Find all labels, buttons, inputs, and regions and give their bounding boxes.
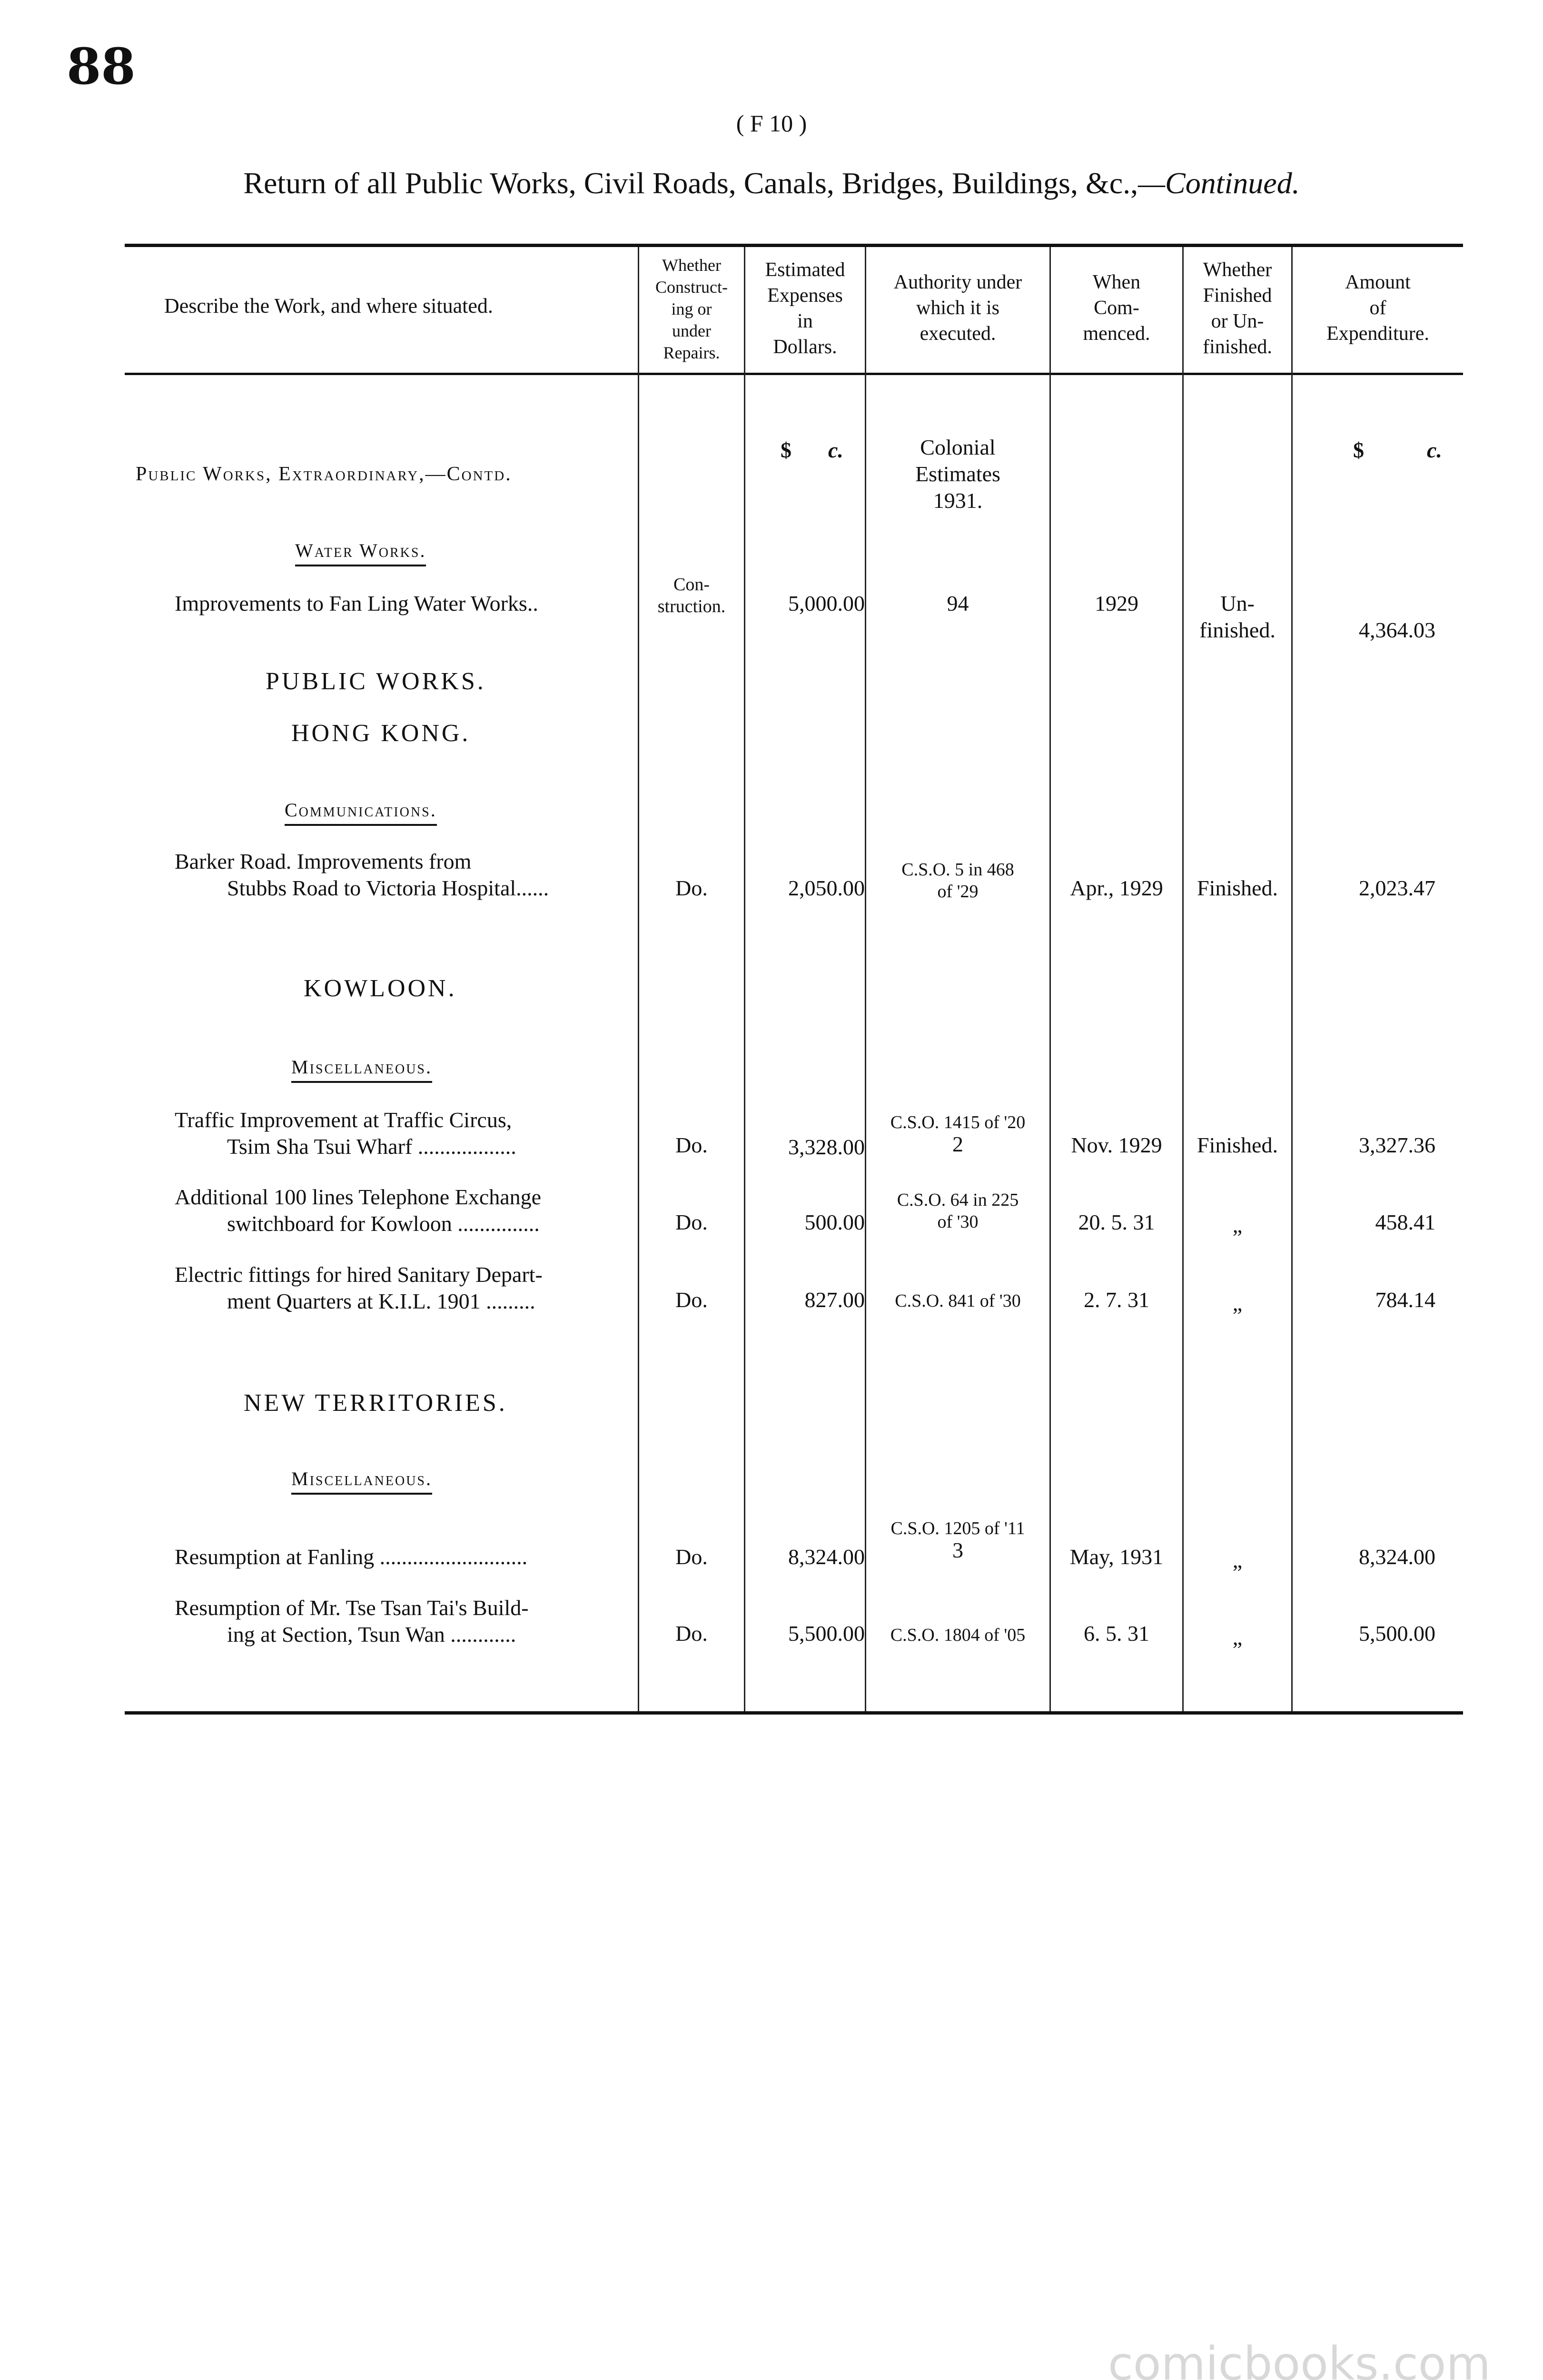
row-estimate: 827.00 xyxy=(804,1288,865,1312)
finished-line: Un- xyxy=(1220,591,1255,615)
section-water-works: Water Works. xyxy=(295,539,426,566)
row-description xyxy=(175,1544,636,1570)
section-public-works: PUBLIC WORKS. xyxy=(266,668,486,695)
authority-line: 2 xyxy=(952,1132,963,1156)
row-authority: C.S.O. 1804 of '05 xyxy=(890,1625,1026,1645)
description-line: ment Quarters at K.I.L. 1901 ......... xyxy=(227,1289,535,1313)
row-description xyxy=(175,848,636,902)
authority-line: C.S.O. 1415 of '20 xyxy=(890,1112,1026,1132)
header-line: ing or xyxy=(671,299,712,318)
title-continued: —Continued. xyxy=(1138,166,1300,200)
authority-line: Estimates xyxy=(915,462,1000,486)
authority-line: of '29 xyxy=(937,882,979,902)
section-miscellaneous: Miscellaneous. xyxy=(291,1468,432,1495)
description-line: switchboard for Kowloon ............... xyxy=(227,1211,540,1236)
row-finished: „ xyxy=(1232,1291,1243,1315)
row-status: Do. xyxy=(675,876,708,900)
section-hong-kong: HONG KONG. xyxy=(291,720,471,747)
row-estimate: 8,324.00 xyxy=(788,1545,865,1569)
authority-line: 3 xyxy=(952,1538,963,1562)
row-status: Do. xyxy=(675,1621,708,1646)
header-line: Repairs. xyxy=(663,343,720,362)
row-authority xyxy=(866,1517,1049,1561)
row-amount: 2,023.47 xyxy=(1359,876,1435,900)
column-divider xyxy=(1049,247,1051,1711)
amount-dollar-sign: $ xyxy=(1353,438,1364,462)
row-finished xyxy=(1184,590,1291,644)
row-estimate: 5,000.00 xyxy=(788,591,865,615)
authority-line: 1931. xyxy=(933,488,983,513)
header-bottom-rule xyxy=(125,373,1463,375)
row-estimate: 3,328.00 xyxy=(788,1135,865,1159)
header-line: finished. xyxy=(1203,336,1272,358)
estimate-dollar-sign: $ xyxy=(781,438,791,462)
section-new-territories: NEW TERRITORIES. xyxy=(244,1389,507,1417)
authority-line: C.S.O. 5 in 468 xyxy=(901,860,1014,880)
group-heading: Public Works, Extraordinary,—Contd. xyxy=(136,463,512,485)
row-amount: 5,500.00 xyxy=(1359,1621,1435,1646)
row-authority: C.S.O. 841 of '30 xyxy=(895,1291,1021,1311)
authority-line: of '30 xyxy=(937,1212,979,1232)
description-line: Electric fittings for hired Sanitary Depart- xyxy=(175,1262,543,1287)
header-whether-constructing xyxy=(639,254,744,364)
row-amount: 784.14 xyxy=(1375,1288,1435,1312)
header-estimated-expenses xyxy=(745,257,865,360)
estimate-cents-sign: c. xyxy=(828,438,843,462)
row-finished: „ xyxy=(1232,1625,1243,1649)
row-authority xyxy=(866,1189,1049,1233)
row-authority xyxy=(866,859,1049,902)
section-communications: Communications. xyxy=(285,799,437,826)
authority-line: Colonial xyxy=(920,435,996,459)
row-estimate: 500.00 xyxy=(804,1210,865,1234)
row-description xyxy=(175,1184,636,1237)
column-divider xyxy=(1291,247,1293,1711)
header-when-commenced xyxy=(1051,269,1182,347)
row-when: Apr., 1929 xyxy=(1070,876,1163,900)
header-line: or Un- xyxy=(1211,310,1264,332)
header-line: Expenses xyxy=(767,285,843,307)
row-when: 1929 xyxy=(1095,591,1138,615)
header-line: When xyxy=(1092,271,1141,293)
authority-colonial-estimates xyxy=(866,434,1049,514)
header-finished xyxy=(1184,257,1291,360)
header-description: Describe the Work, and where situated. xyxy=(164,294,493,317)
document-title xyxy=(0,166,1543,201)
header-line: under xyxy=(672,321,711,340)
row-status xyxy=(639,574,744,617)
authority-line: C.S.O. 64 in 225 xyxy=(897,1190,1019,1210)
description-line: Tsim Sha Tsui Wharf .................. xyxy=(227,1134,516,1159)
row-when: May, 1931 xyxy=(1069,1545,1164,1569)
description-line: Resumption at Fanling ........................... xyxy=(175,1545,528,1569)
table-bottom-rule xyxy=(125,1711,1463,1715)
row-status: Do. xyxy=(675,1133,708,1157)
row-amount: 8,324.00 xyxy=(1359,1545,1435,1569)
row-when: 20. 5. 31 xyxy=(1078,1210,1155,1234)
column-divider xyxy=(1182,247,1184,1711)
row-status: Do. xyxy=(675,1210,708,1234)
header-line: Estimated xyxy=(765,259,845,281)
row-description xyxy=(175,1261,636,1315)
row-estimate: 2,050.00 xyxy=(788,876,865,900)
header-line: which it is xyxy=(916,297,999,319)
row-description xyxy=(175,1595,636,1648)
description-line: ing at Section, Tsun Wan ............ xyxy=(227,1622,516,1646)
header-line: Finished xyxy=(1203,285,1272,307)
row-finished: „ xyxy=(1232,1548,1243,1572)
row-status: Do. xyxy=(675,1545,708,1569)
header-line: Whether xyxy=(1203,259,1272,281)
section-miscellaneous: Miscellaneous. xyxy=(291,1056,432,1083)
row-when: 6. 5. 31 xyxy=(1084,1621,1149,1646)
header-line: Amount xyxy=(1345,271,1411,293)
section-kowloon: KOWLOON. xyxy=(304,975,457,1002)
row-status: Do. xyxy=(675,1288,708,1312)
row-amount: 3,327.36 xyxy=(1359,1133,1435,1157)
row-description xyxy=(175,590,636,617)
row-finished: Finished. xyxy=(1197,1133,1278,1157)
header-amount xyxy=(1293,269,1463,347)
watermark: comicbooks.com xyxy=(1108,2337,1491,2380)
row-description xyxy=(175,1107,636,1160)
column-divider xyxy=(744,247,745,1711)
header-line: Whether xyxy=(662,256,721,275)
amount-cents-sign: c. xyxy=(1427,438,1442,462)
description-line: Improvements to Fan Ling Water Works.. xyxy=(175,591,538,615)
row-when: Nov. 1929 xyxy=(1071,1133,1162,1157)
row-finished: „ xyxy=(1232,1213,1243,1237)
header-line: menced. xyxy=(1083,323,1150,345)
row-authority: 94 xyxy=(947,591,969,615)
column-divider xyxy=(638,247,639,1711)
header-line: in xyxy=(797,310,813,332)
header-line: Construct- xyxy=(655,278,728,297)
row-amount: 4,364.03 xyxy=(1359,618,1435,642)
description-line: Resumption of Mr. Tse Tsan Tai's Build- xyxy=(175,1596,529,1620)
description-line: Traffic Improvement at Traffic Circus, xyxy=(175,1108,512,1132)
status-line: struction. xyxy=(657,596,726,616)
sheet-reference: ( F 10 ) xyxy=(736,110,807,137)
header-line: of xyxy=(1369,297,1386,319)
header-line: executed. xyxy=(920,323,996,345)
header-line: Expenditure. xyxy=(1326,323,1429,345)
description-text: Barker Road. Improvements from xyxy=(175,849,472,873)
row-estimate: 5,500.00 xyxy=(788,1621,865,1646)
header-line: Authority under xyxy=(893,271,1022,293)
row-finished: Finished. xyxy=(1197,876,1278,900)
header-authority xyxy=(866,269,1049,347)
authority-line: C.S.O. 1205 of '11 xyxy=(890,1518,1025,1538)
description-line: Additional 100 lines Telephone Exchange xyxy=(175,1185,542,1209)
row-when: 2. 7. 31 xyxy=(1084,1288,1149,1312)
status-line: Con- xyxy=(673,575,710,595)
description-line xyxy=(175,848,622,875)
row-amount: 458.41 xyxy=(1375,1210,1435,1234)
header-line: Com- xyxy=(1094,297,1139,319)
page-number: 88 xyxy=(67,37,136,96)
row-authority xyxy=(866,1111,1049,1155)
description-line: Stubbs Road to Victoria Hospital...... xyxy=(227,876,549,900)
title-text: Return of all Public Works, Civil Roads, Canals, Bridges, Buildings, &c., xyxy=(243,166,1138,200)
finished-line: finished. xyxy=(1199,618,1276,642)
header-line: Dollars. xyxy=(773,336,837,358)
table-top-rule xyxy=(125,244,1463,247)
